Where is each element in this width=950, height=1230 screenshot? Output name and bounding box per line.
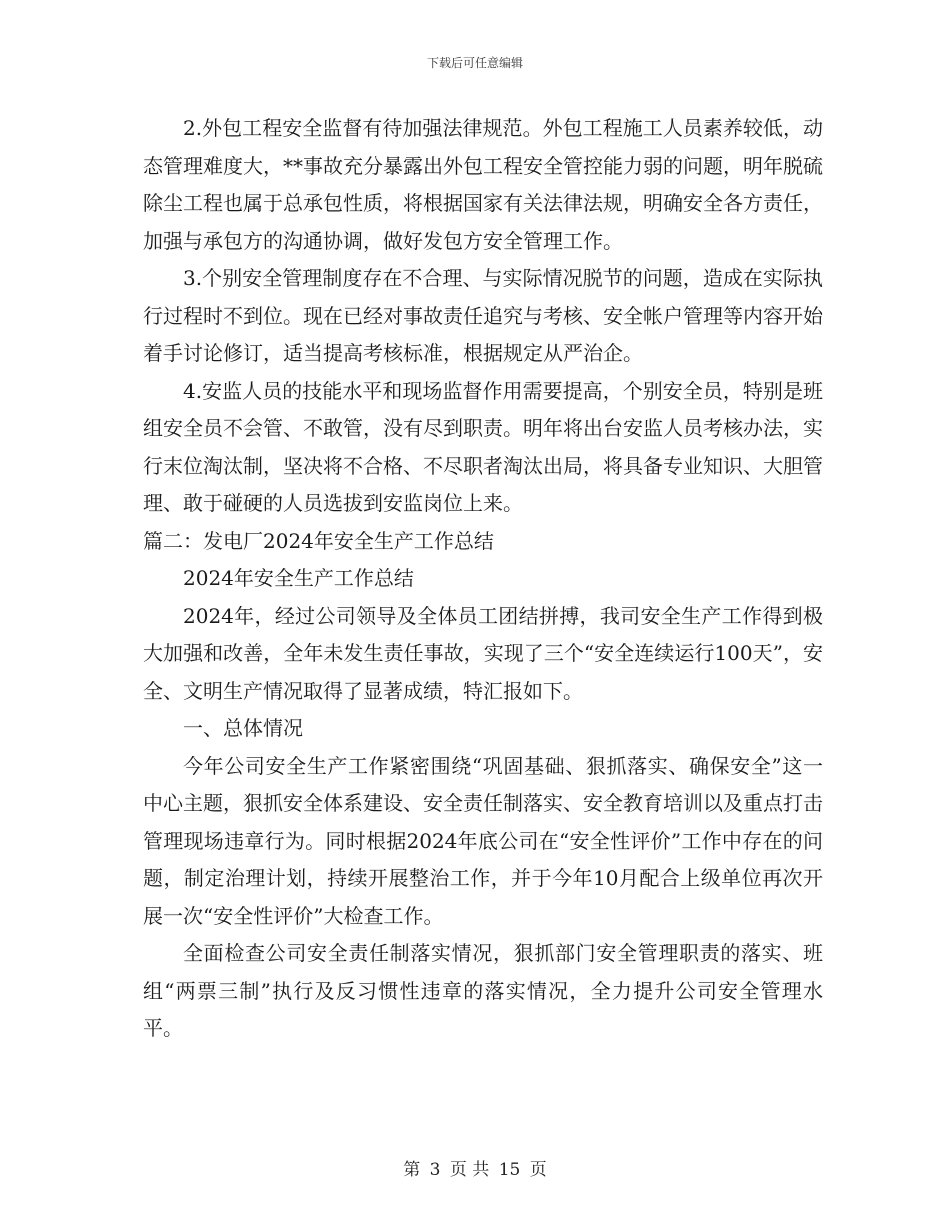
paragraph-inspection: 全面检查公司安全责任制落实情况，狠抓部门安全管理职责的落实、班组“两票三制”执行及反习惯性违章的落实情况，全力提升公司安全管理水平。 xyxy=(143,941,823,1040)
paragraph-outsourcing: 2.外包工程安全监督有待加强法律规范。外包工程施工人员素养较低，动态管理难度大，**事故充分暴露出外包工程安全管控能力弱的问题，明年脱硫除尘工程也属于总承包性质，将根据国家有关法律法规，明确安全各方责任，加强与承包方的沟通协调，做好发包方安全管理工作。 xyxy=(143,116,823,253)
footer-middle: 页 共 xyxy=(449,1160,490,1180)
total-page-count: 15 xyxy=(498,1160,521,1180)
footer-suffix: 页 xyxy=(529,1160,547,1180)
document-body xyxy=(143,110,823,1048)
paragraph-intro: 2024年，经过公司领导及全体员工团结拼搏，我司安全生产工作得到极大加强和改善，全年未发生责任事故，实现了三个“安全连续运行100天”，安全、文明生产情况取得了显著成绩，特汇报如下。 xyxy=(143,603,823,703)
section-heading: 篇二：发电厂2024年安全生产工作总结 xyxy=(143,528,494,553)
footer-prefix: 第 xyxy=(403,1160,421,1180)
paragraph-safety-supervisors: 4.安监人员的技能水平和现场监督作用需要提高，个别安全员，特别是班组安全员不会管、不敢管，没有尽到职责。明年将出台安监人员考核办法，实行末位淘汰制，坚决将不合格、不尽职者淘汰出局，将具备专业知识、大胆管理、敢于碰硬的人员选拔到安监岗位上来。 xyxy=(143,378,823,515)
paragraph-overview: 今年公司安全生产工作紧密围绕“巩固基础、狠抓落实、确保安全”这一中心主题，狠抓安全体系建设、安全责任制落实、安全教育培训以及重点打击管理现场违章行为。同时根据2024年底公司在“安全性评价”工作中存在的问题，制定治理计划，持续开展整治工作，并于今年10月配合上级单位再次开展一次“安全性评价”大检查工作。 xyxy=(143,753,823,928)
page-header: 下载后可任意编辑 xyxy=(426,56,523,70)
paragraph-management-system: 3.个别安全管理制度存在不合理、与实际情况脱节的问题，造成在实际执行过程时不到位。现在已经对事故责任追究与考核、安全帐户管理等内容开始着手讨论修订，适当提高考核标准，根据规定从严治企。 xyxy=(143,266,823,365)
current-page-number: 3 xyxy=(429,1160,441,1180)
subheading-overview: 一、总体情况 xyxy=(183,716,303,740)
document-title: 2024年安全生产工作总结 xyxy=(183,566,414,590)
page-footer xyxy=(0,1155,950,1180)
